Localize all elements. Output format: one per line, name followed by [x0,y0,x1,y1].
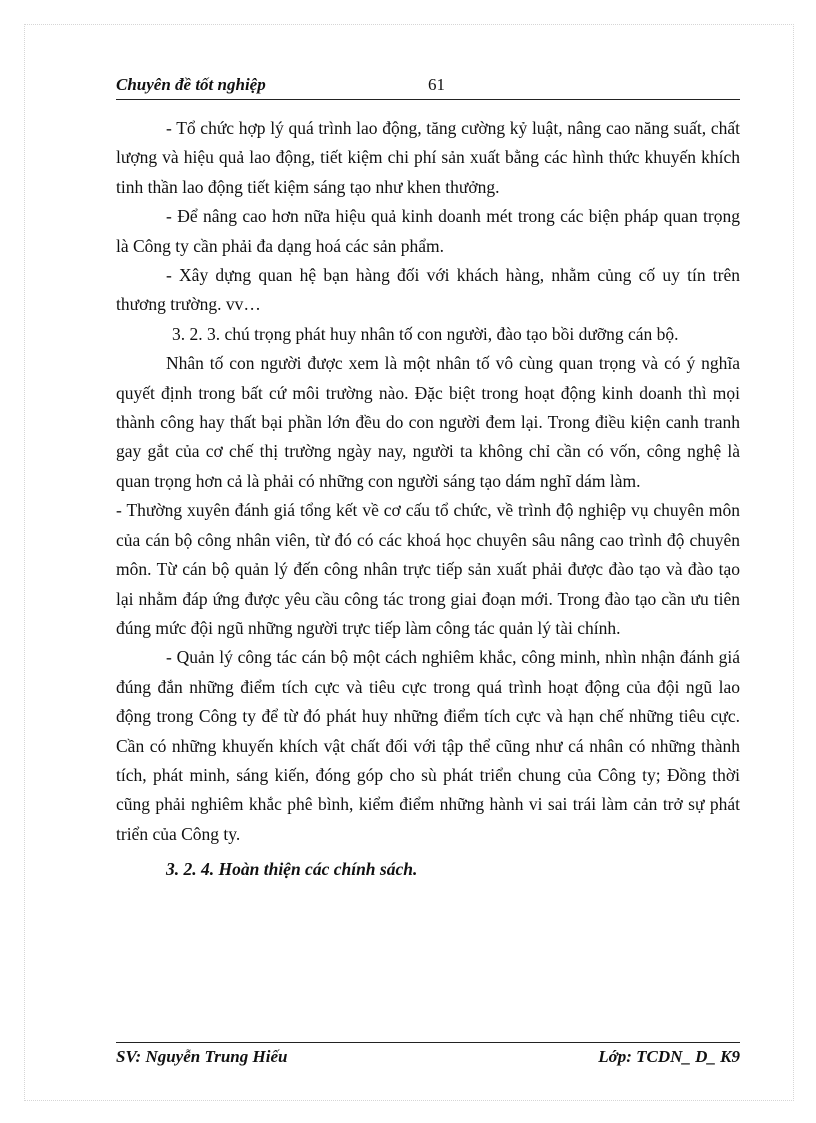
paragraph-labor-organization: - Tổ chức hợp lý quá trình lao động, tăng cường kỷ luật, nâng cao năng suất, chất lượng và hiệu quả lao động, tiết kiệm chi phí sản xuất bằng các hình thức khuyến khích tinh thần lao động tiết kiệm sáng tạo như khen thưởng. [116,118,740,197]
footer-student: SV: Nguyễn Trung Hiếu [116,1047,288,1066]
page-header [116,73,740,100]
footer-class: Lớp: TCDN_ D_ K9 [598,1047,740,1066]
page-number: 61 [428,75,445,94]
page-footer [116,1042,740,1071]
section-heading-3-2-3: 3. 2. 3. chú trọng phát huy nhân tố con người, đào tạo bồi dưỡng cán bộ. [172,323,679,344]
paragraph-product-diversification: - Để nâng cao hơn nữa hiệu quả kinh doanh mét trong các biện pháp quan trọng là Công ty cần phải đa dạng hoá các sản phẩm. [116,206,740,256]
section-heading-3-2-4: 3. 2. 4. Hoàn thiện các chính sách. [166,859,418,880]
paragraph-human-factor: Nhân tố con người được xem là một nhân tố vô cùng quan trọng và có ý nghĩa quyết định trong bất cứ môi trường nào. Đặc biệt trong hoạt động kinh doanh thì mọi thành công hay thất bại phần lớn đều do con người đem lại. Trong điều kiện canh tranh gay gắt của cơ chế thị trường ngày nay, người ta không chỉ cần có vốn, công nghệ là quan trọng hơn cả là phải có những con người sáng tạo dám nghĩ dám làm. [116,353,740,491]
header-title: Chuyên đề tốt nghiệp [116,75,266,94]
document-body [116,114,740,884]
paragraph-staff-management: - Quản lý công tác cán bộ một cách nghiêm khắc, công minh, nhìn nhận đánh giá đúng đắn những điểm tích cực và tiêu cực trong quá trình hoạt động của đội ngũ lao động trong Công ty để từ đó phát huy những điểm tích cực và hạn chế những tiêu cực. Cần có những khuyến khích vật chất đối với tập thể cũng như cá nhân có những thành tích, phát minh, sáng kiến, đóng góp cho sù phát triển chung của Công ty; Đồng thời cũng phải nghiêm khắc phê bình, kiểm điểm những hành vi sai trái làm cản trở sự phát triển của Công ty. [116,647,740,844]
paragraph-customer-relations: - Xây dựng quan hệ bạn hàng đối với khách hàng, nhằm củng cố uy tín trên thương trường. vv… [116,265,740,315]
paragraph-training: - Thường xuyên đánh giá tổng kết về cơ cấu tổ chức, về trình độ nghiệp vụ chuyên môn của cán bộ công nhân viên, từ đó có các khoá học chuyên sâu nâng cao trình độ chuyên môn. Từ cán bộ quản lý đến công nhân trực tiếp sản xuất phải được đào tạo và đào tạo lại nhằm đáp ứng được yêu cầu công tác trong giai đoạn mới. Trong đào tạo cần ưu tiên đúng mức đội ngũ những người trực tiếp làm công tác quản lý tài chính. [116,500,740,638]
